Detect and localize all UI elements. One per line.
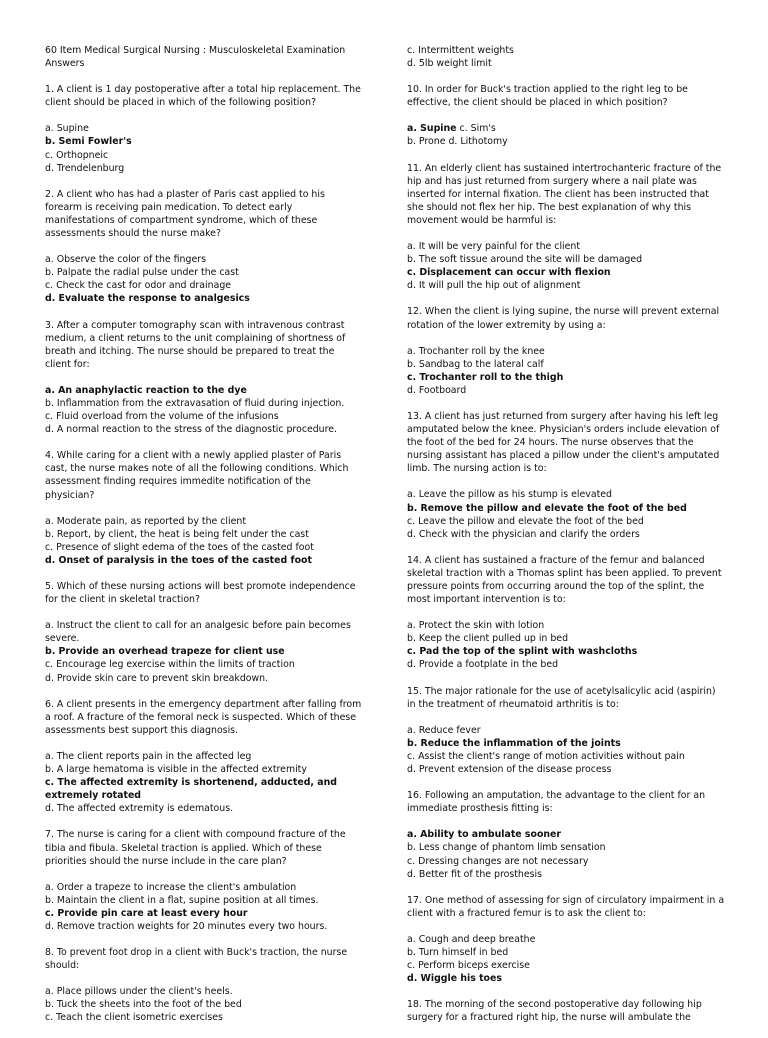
correct-option: a. Supine xyxy=(407,123,457,135)
left-question-list xyxy=(45,83,363,1024)
correct-option: c. Pad the top of the splint with washcloths xyxy=(407,646,638,658)
question-item xyxy=(407,305,725,397)
question-text: 5. Which of these nursing actions will best promote independence for the client in skeletal traction? xyxy=(45,581,356,606)
option: a. Order a trapeze to increase the client's ambulation xyxy=(45,881,297,893)
option: b. Turn himself in bed xyxy=(407,946,509,958)
option-text: c. Sim's xyxy=(456,123,496,135)
question-text: 10. In order for Buck's traction applied to the right leg to be effective, the client should be placed in which position? xyxy=(407,84,688,109)
option: a. Trochanter roll by the knee xyxy=(407,345,545,357)
correct-option: d. Evaluate the response to analgesics xyxy=(45,293,250,305)
option: a. Moderate pain, as reported by the client xyxy=(45,515,247,527)
option: d. Prevent extension of the disease process xyxy=(407,764,612,776)
question-text: 17. One method of assessing for sign of circulatory impairment in a client with a fractured femur is to ask the client to: xyxy=(407,894,725,919)
option: b. A large hematoma is visible in the affected extremity xyxy=(45,764,307,776)
option: d. Better fit of the prosthesis xyxy=(407,868,542,880)
option: b. Keep the client pulled up in bed xyxy=(407,633,569,645)
option: c. Intermittent weights xyxy=(407,45,514,56)
right-question-list xyxy=(407,162,725,1025)
option: b. Tuck the sheets into the foot of the bed xyxy=(45,999,242,1011)
option: b. The soft tissue around the site will be damaged xyxy=(407,254,643,266)
correct-option: c. Displacement can occur with flexion xyxy=(407,267,611,279)
option: b. Sandbag to the lateral calf xyxy=(407,358,544,370)
correct-option: a. Ability to ambulate sooner xyxy=(407,829,562,841)
option: a. Reduce fever xyxy=(407,724,481,736)
correct-option: c. Trochanter roll to the thigh xyxy=(407,371,564,383)
question-text: 3. After a computer tomography scan with intravenous contrast medium, a client returns to the unit complaining of shortness of breath and itching. The nurse should be prepared to treat the client for: xyxy=(45,319,346,370)
right-column xyxy=(407,44,725,1037)
question-text: 16. Following an amputation, the advantage to the client for an immediate prosthesis fitting is: xyxy=(407,790,706,815)
question-item xyxy=(407,685,725,777)
option: c. Dressing changes are not necessary xyxy=(407,855,589,867)
correct-option: c. Provide pin care at least every hour xyxy=(45,907,248,919)
option: d. A normal reaction to the stress of the diagnostic procedure. xyxy=(45,424,338,436)
question-item xyxy=(407,162,725,293)
option: d. Footboard xyxy=(407,384,467,396)
question-item xyxy=(407,789,725,881)
option: a. Leave the pillow as his stump is elevated xyxy=(407,489,612,501)
correct-option: b. Semi Fowler's xyxy=(45,136,132,148)
question-item xyxy=(45,580,363,685)
option: c. Fluid overload from the volume of the infusions xyxy=(45,411,279,423)
option: a. Protect the skin with lotion xyxy=(407,620,545,632)
option: c. Orthopneic xyxy=(45,149,109,161)
question-text: 1. A client is 1 day postoperative after a total hip replacement. The client should be placed in which of the following position? xyxy=(45,84,361,109)
option: d. It will pull the hip out of alignment xyxy=(407,280,581,292)
option: b. Less change of phantom limb sensation xyxy=(407,842,606,854)
question-text: 2. A client who has had a plaster of Paris cast applied to his forearm is receiving pain medication. To detect early manifestations of compartment syndrome, which of these assessments should the nurse make? xyxy=(45,188,325,240)
correct-option: d. Onset of paralysis in the toes of the casted foot xyxy=(45,554,312,566)
option: d. 5lb weight limit xyxy=(407,58,492,70)
option: c. Leave the pillow and elevate the foot of the bed xyxy=(407,515,644,527)
correct-option: b. Reduce the inflammation of the joints xyxy=(407,737,621,749)
document-title: 60 Item Medical Surgical Nursing : Musculoskeletal Examination Answers xyxy=(45,45,346,70)
question-item xyxy=(407,410,725,541)
question-item xyxy=(45,449,363,567)
option: c. Perform biceps exercise xyxy=(407,960,530,972)
option: d. The affected extremity is edematous. xyxy=(45,803,234,815)
option: c. Assist the client's range of motion activities without pain xyxy=(407,750,685,762)
question-text: 6. A client presents in the emergency department after falling from a roof. A fracture of the femoral neck is suspected. Which of these assessments best support this diagnosis. xyxy=(45,698,362,736)
option: a. It will be very painful for the client xyxy=(407,241,581,253)
option: a. Supine xyxy=(45,123,89,135)
left-column xyxy=(45,44,363,1038)
option: b. Inflammation from the extravasation of fluid during injection. xyxy=(45,397,345,409)
option: a. Place pillows under the client's heels. xyxy=(45,986,233,998)
option: a. The client reports pain in the affected leg xyxy=(45,750,252,762)
option: c. Check the cast for odor and drainage xyxy=(45,280,232,292)
question-text: 12. When the client is lying supine, the nurse will prevent external rotation of the lower extremity by using a: xyxy=(407,306,720,331)
question-text: 7. The nurse is caring for a client with compound fracture of the tibia and fibula. Skeletal traction is applied. Which of these priorities should the nurse include in the care plan? xyxy=(45,829,346,867)
option: a. Instruct the client to call for an analgesic before pain becomes severe. xyxy=(45,620,351,645)
question-item xyxy=(407,554,725,672)
question-item xyxy=(45,698,363,816)
option-line xyxy=(407,122,725,135)
option: c. Encourage leg exercise within the limits of traction xyxy=(45,659,295,671)
option: c. Presence of slight edema of the toes of the casted foot xyxy=(45,541,314,553)
question-text: 14. A client has sustained a fracture of the femur and balanced skeletal traction with a Thomas splint has been applied. To prevent pressure points from occurring around the top of the splint, the most important intervention is to: xyxy=(407,554,722,606)
question-item xyxy=(45,946,363,1024)
option: d. Trendelenburg xyxy=(45,162,125,174)
option: b. Maintain the client in a flat, supine position at all times. xyxy=(45,894,319,906)
question-text: 13. A client has just returned from surgery after having his left leg amputated below the knee. Physician's orders include elevation of the foot of the bed for 24 hours. The nurse observes that the nursing assistant has placed a pillow under the client's amputated limb. The nursing action is to: xyxy=(407,410,720,475)
question-text: 15. The major rationale for the use of acetylsalicylic acid (aspirin) in the treatment of rheumatoid arthritis is to: xyxy=(407,685,716,710)
correct-option: c. The affected extremity is shortenend, adducted, and extremely rotated xyxy=(45,777,337,802)
correct-option: a. An anaphylactic reaction to the dye xyxy=(45,384,247,396)
option-line: b. Prone d. Lithotomy xyxy=(407,136,508,148)
question-text: 18. The morning of the second postoperative day following hip surgery for a fractured right hip, the nurse will ambulate the xyxy=(407,999,702,1024)
question-item xyxy=(407,998,725,1024)
option: d. Provide skin care to prevent skin breakdown. xyxy=(45,672,269,684)
option: a. Cough and deep breathe xyxy=(407,933,536,945)
option: a. Observe the color of the fingers xyxy=(45,254,206,266)
option: d. Remove traction weights for 20 minutes every two hours. xyxy=(45,920,328,932)
question-item xyxy=(45,319,363,437)
question-9-continuation xyxy=(407,44,725,70)
option: c. Teach the client isometric exercises xyxy=(45,1012,223,1024)
correct-option: d. Wiggle his toes xyxy=(407,973,502,985)
question-item xyxy=(407,894,725,986)
option: d. Check with the physician and clarify the orders xyxy=(407,528,640,540)
question-item xyxy=(45,188,363,306)
correct-option: b. Provide an overhead trapeze for client use xyxy=(45,646,285,658)
question-text: 4. While caring for a client with a newly applied plaster of Paris cast, the nurse makes note of all the following conditions. Which assessment finding requires immedite notification of the physician? xyxy=(45,450,349,501)
question-item xyxy=(45,828,363,933)
question-10 xyxy=(407,83,725,148)
option: d. Provide a footplate in the bed xyxy=(407,659,559,671)
correct-option: b. Remove the pillow and elevate the foot of the bed xyxy=(407,502,687,514)
question-item xyxy=(45,83,363,175)
question-text: 8. To prevent foot drop in a client with Buck's traction, the nurse should: xyxy=(45,947,348,972)
option: b. Report, by client, the heat is being felt under the cast xyxy=(45,528,309,540)
question-text: 11. An elderly client has sustained intertrochanteric fracture of the hip and has just returned from surgery where a nail plate was inserted for internal fixation. The client has been instructed that she should not flex her hip. The best explanation of why this movement would be harmful is: xyxy=(407,162,722,226)
option: b. Palpate the radial pulse under the cast xyxy=(45,267,239,279)
